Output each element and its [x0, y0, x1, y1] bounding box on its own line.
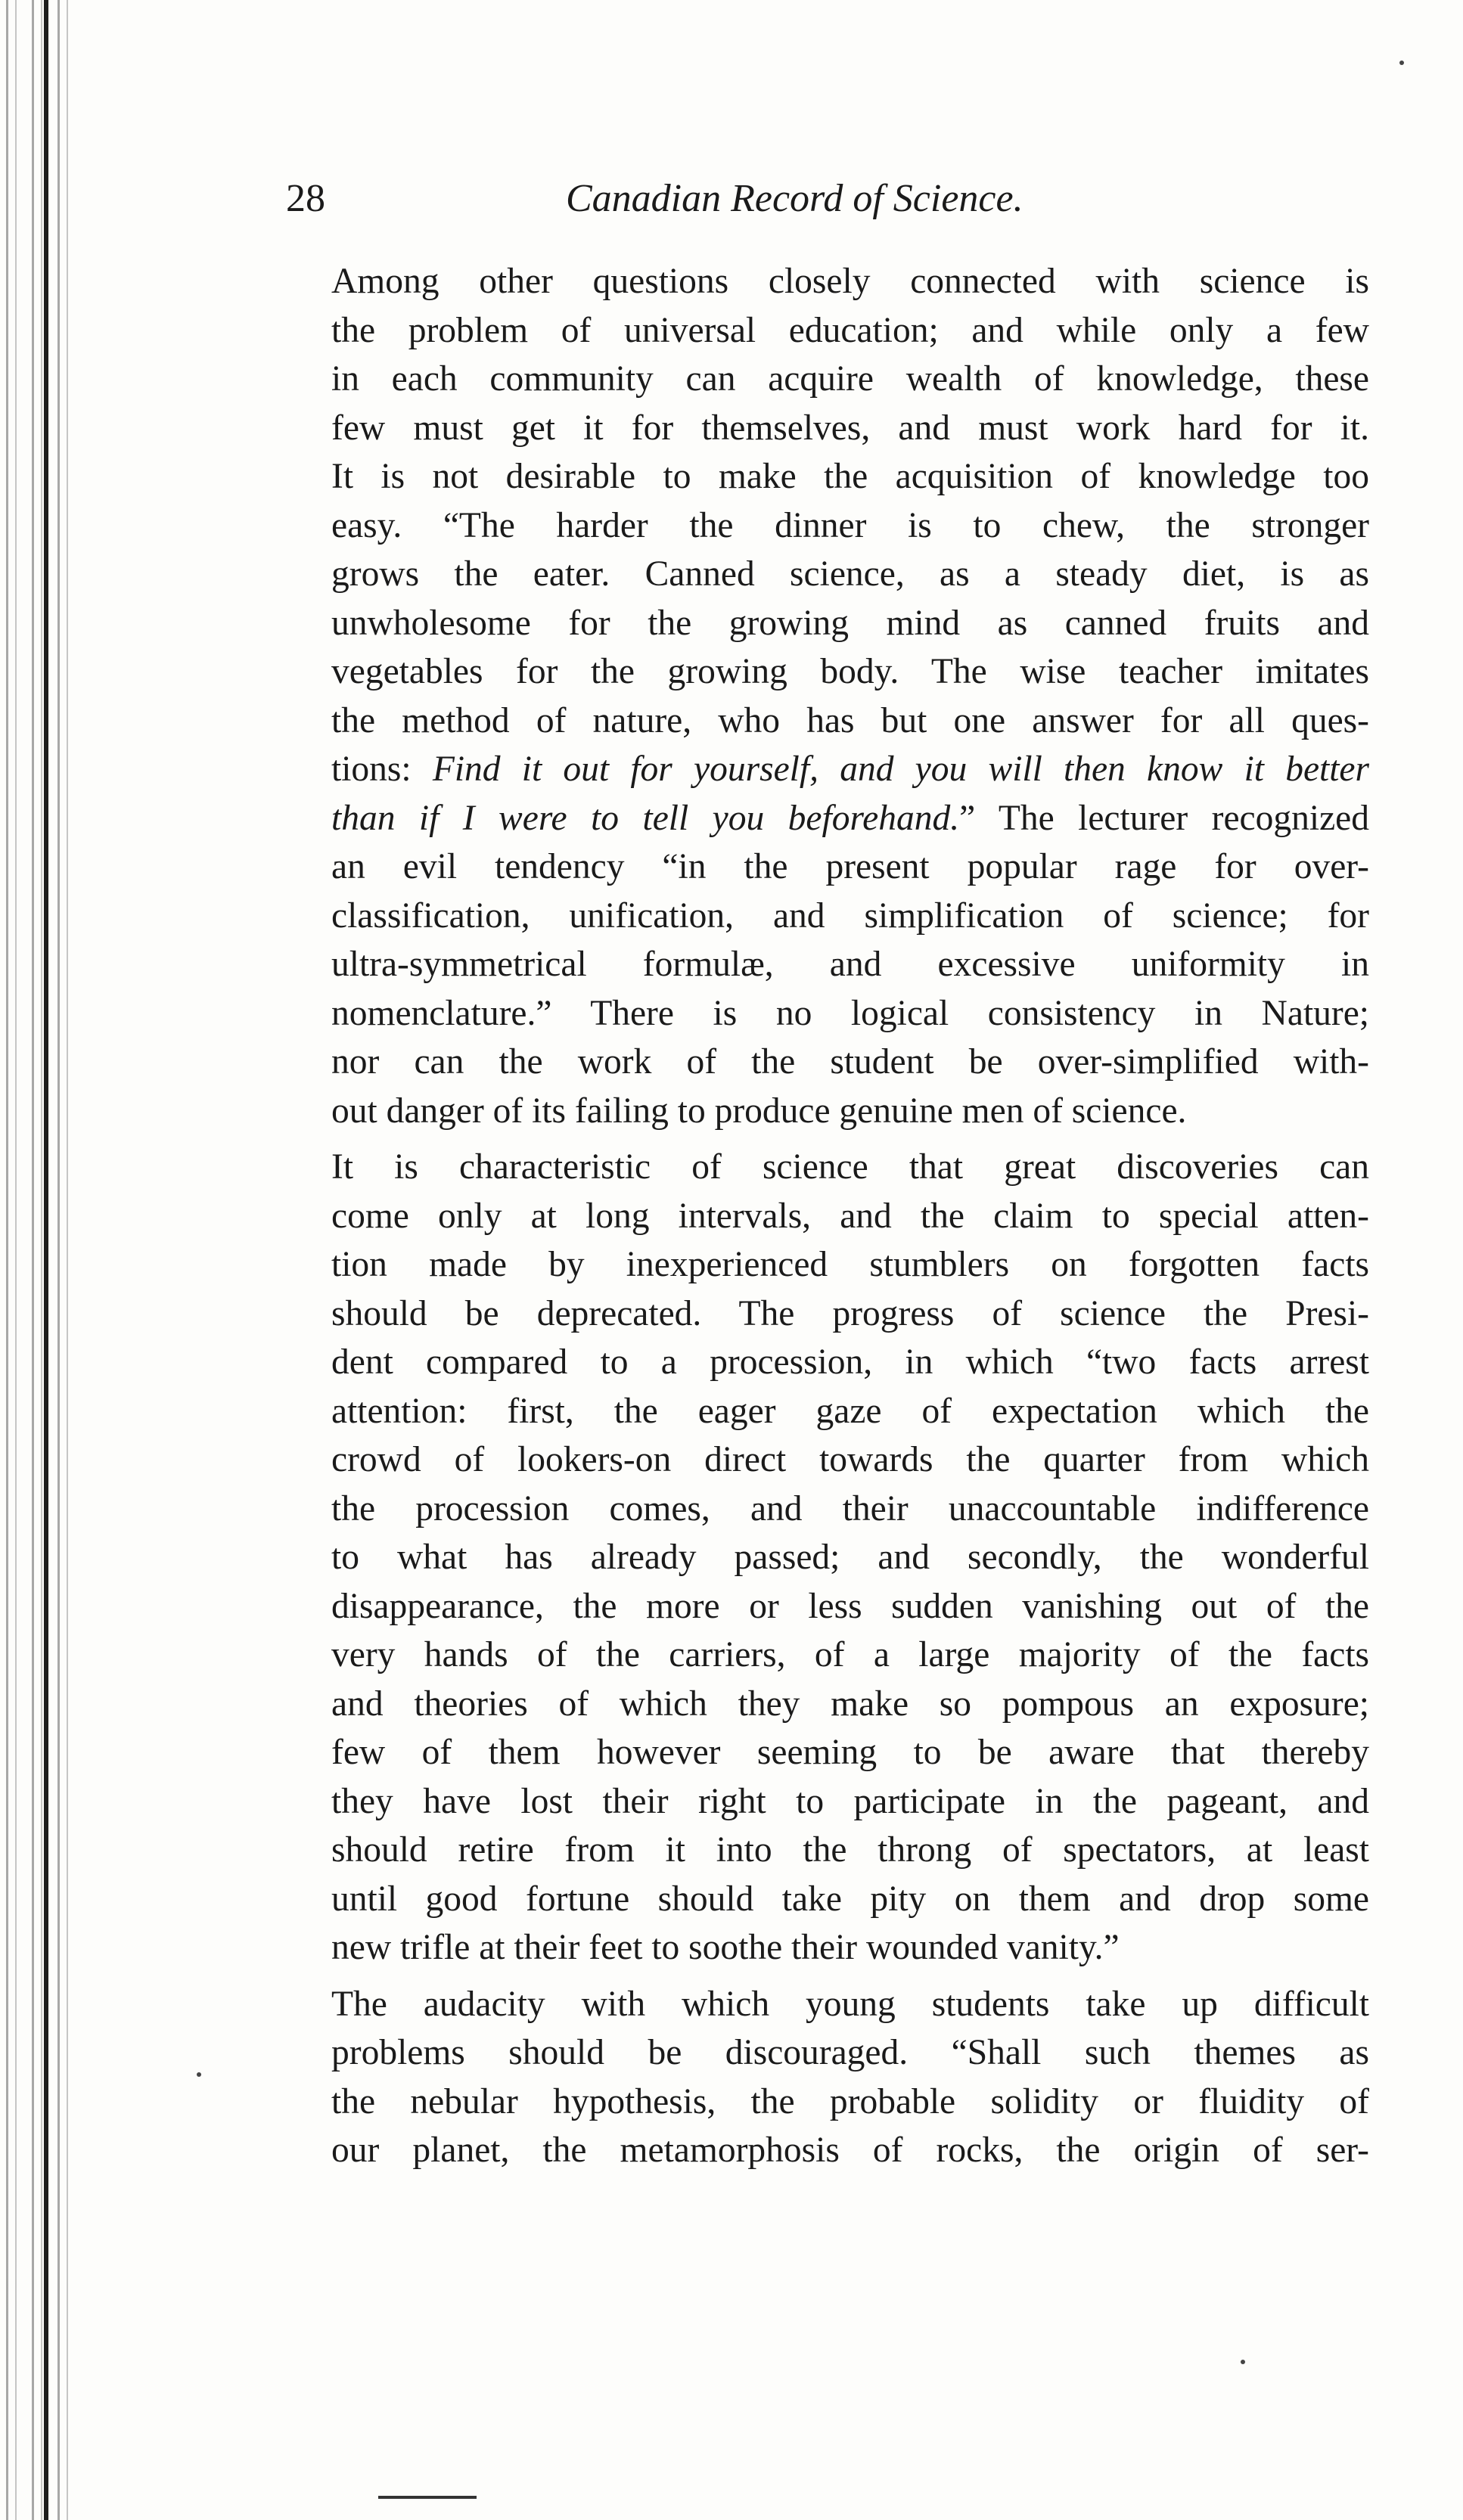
- text-line: tion made by inexperienced stumblers on forgotten facts: [331, 1245, 1369, 1284]
- text-line: crowd of lookers-on direct towards the quarter from which: [331, 1440, 1369, 1479]
- text-line: the procession comes, and their unaccountable indifference: [331, 1488, 1369, 1528]
- italic-quote: Find it out for yourself, and you will then know it better: [432, 749, 1370, 789]
- journal-title: Canadian Record of Science.: [566, 177, 1023, 220]
- text-run: tions:: [331, 749, 433, 789]
- text-line: very hands of the carriers, of a large majority of the facts: [331, 1635, 1369, 1674]
- text-line: the method of nature, who has but one answer for all ques-: [331, 700, 1369, 740]
- text-line: nomenclature.” There is no logical consistency in Nature;: [331, 993, 1369, 1033]
- text-line: The audacity with which young students take up difficult: [331, 1984, 1369, 2024]
- text-line: dent compared to a procession, in which “two facts arrest: [331, 1342, 1369, 1382]
- page-number: 28: [286, 177, 325, 220]
- text-line: should retire from it into the throng of spectators, at least: [331, 1830, 1369, 1870]
- text-line: to what has already passed; and secondly, the wonderful: [331, 1538, 1369, 1577]
- text-line: few must get it for themselves, and must work hard for it.: [331, 408, 1369, 448]
- text-line: It is not desirable to make the acquisition of knowledge too: [331, 457, 1369, 496]
- text-line: out danger of its failing to produce genuine men of science.: [331, 1091, 1187, 1131]
- text-line: grows the eater. Canned science, as a steady diet, is as: [331, 554, 1369, 594]
- text-line: easy. “The harder the dinner is to chew, the stronger: [331, 505, 1369, 545]
- paragraph-1: [295, 257, 1369, 1135]
- paragraph-2: [295, 1143, 1369, 1972]
- print-speck: [1241, 2360, 1245, 2364]
- print-speck: [197, 2072, 201, 2077]
- text-line: and theories of which they make so pompous an exposure;: [331, 1684, 1369, 1724]
- text-line-mixed: [295, 794, 1369, 843]
- text-line: nor can the work of the student be over-simplified with-: [331, 1042, 1369, 1082]
- text-line: the problem of universal education; and while only a few: [331, 310, 1369, 350]
- text-line: our planet, the metamorphosis of rocks, the origin of ser-: [331, 2131, 1369, 2170]
- text-line: come only at long intervals, and the claim to special atten-: [331, 1196, 1369, 1236]
- text-line: vegetables for the growing body. The wise teacher imitates: [331, 652, 1369, 691]
- text-line: an evil tendency “in the present popular rage for over-: [331, 847, 1369, 886]
- paragraph-3: [295, 1980, 1369, 2175]
- text-line: Among other questions closely connected with science is: [331, 262, 1369, 301]
- text-line: It is characteristic of science that great discoveries can: [331, 1147, 1369, 1187]
- text-line: few of them however seeming to be aware that thereby: [331, 1733, 1369, 1772]
- text-line-mixed: [295, 745, 1369, 794]
- running-head: [286, 172, 1118, 225]
- print-speck: [1399, 61, 1404, 65]
- footer-rule: [378, 2496, 477, 2499]
- text-line: ultra-symmetrical formulæ, and excessive uniformity in: [331, 945, 1369, 984]
- text-line: until good fortune should take pity on them and drop some: [331, 1879, 1369, 1919]
- text-run: ” The lecturer recognized: [959, 798, 1369, 838]
- text-line: classification, unification, and simplification of science; for: [331, 895, 1369, 936]
- body-text: [295, 257, 1369, 2175]
- text-line: problems should be discouraged. “Shall such themes as: [331, 2033, 1369, 2072]
- text-line: new trifle at their feet to soothe their wounded vanity.”: [331, 1928, 1120, 1967]
- binding-gutter: [0, 0, 68, 2520]
- text-line: attention: first, the eager gaze of expectation which the: [331, 1391, 1369, 1431]
- text-line: the nebular hypothesis, the probable solidity or fluidity of: [331, 2081, 1369, 2121]
- italic-quote-end: than if I were to tell you beforehand.: [331, 798, 960, 838]
- text-line: disappearance, the more or less sudden vanishing out of the: [331, 1586, 1369, 1626]
- text-line: they have lost their right to participate in the pageant, and: [331, 1781, 1369, 1821]
- text-line: unwholesome for the growing mind as canned fruits and: [331, 603, 1369, 643]
- binding-edge: [44, 0, 48, 2520]
- text-line: in each community can acquire wealth of knowledge, these: [331, 359, 1369, 399]
- text-line: should be deprecated. The progress of science the Presi-: [331, 1293, 1369, 1333]
